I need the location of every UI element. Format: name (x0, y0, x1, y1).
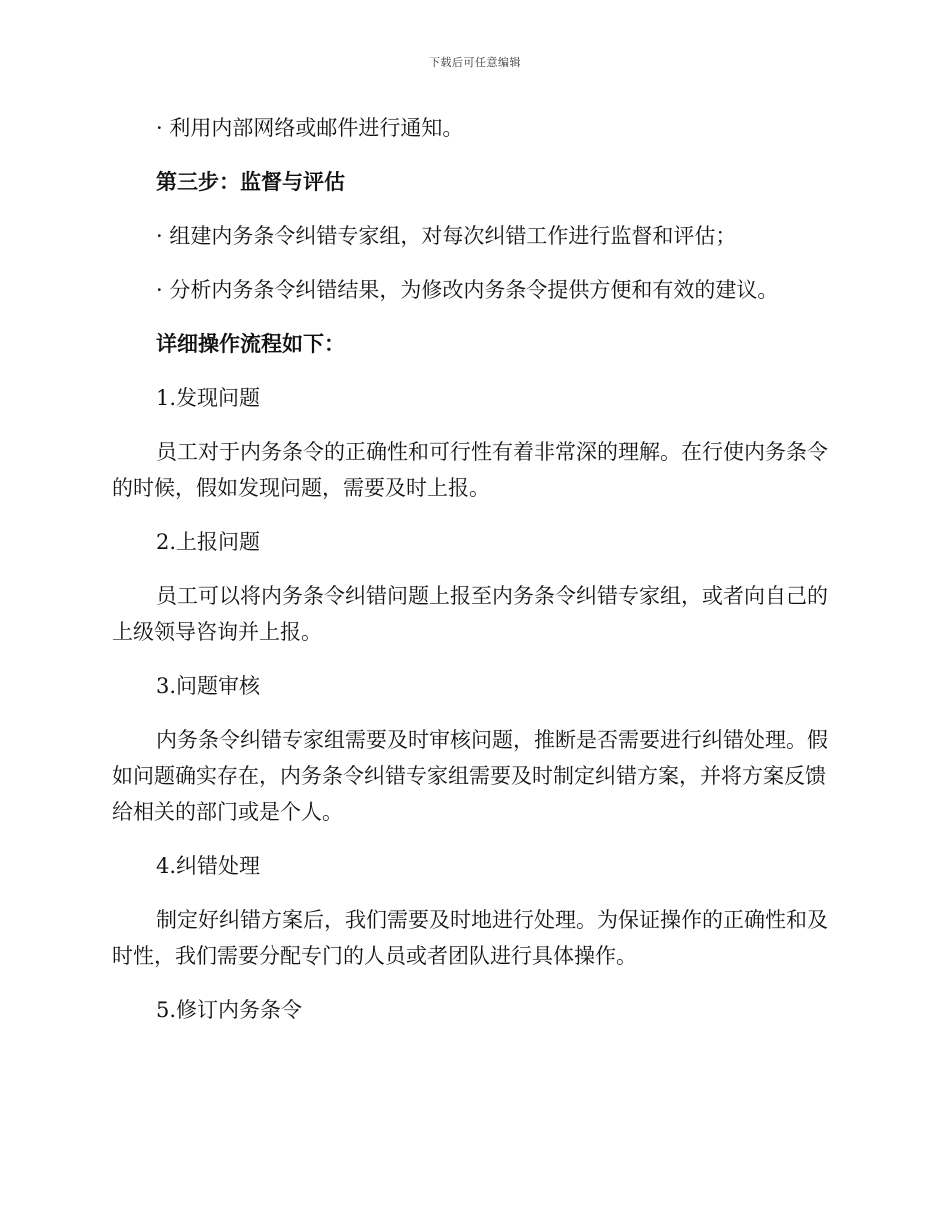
item-2-body: 员工可以将内务条令纠错问题上报至内务条令纠错专家组，或者向自己的上级领导咨询并上报。 (112, 584, 828, 644)
bullet-analyze-results: · 分析内务条令纠错结果，为修改内务条令提供方便和有效的建议。 (156, 278, 779, 302)
item-4-heading: 4.纠错处理 (156, 854, 261, 878)
bullet-notify: · 利用内部网络或邮件进行通知。 (156, 116, 464, 140)
item-3-heading: 3.问题审核 (156, 674, 261, 698)
item-4-body: 制定好纠错方案后，我们需要及时地进行处理。为保证操作的正确性和及时性，我们需要分配专门的人员或者团队进行具体操作。 (112, 908, 828, 968)
document-body (112, 110, 832, 1046)
item-5-heading: 5.修订内务条令 (156, 998, 303, 1022)
item-1-body: 员工对于内务条令的正确性和可行性有着非常深的理解。在行使内务条令的时候，假如发现问题，需要及时上报。 (112, 440, 828, 500)
step-three-heading: 第三步：监督与评估 (156, 169, 345, 194)
bullet-expert-group: · 组建内务条令纠错专家组，对每次纠错工作进行监督和评估； (156, 224, 737, 248)
process-heading: 详细操作流程如下： (156, 331, 345, 356)
item-2-heading: 2.上报问题 (156, 530, 261, 554)
item-1-heading: 1.发现问题 (156, 386, 261, 410)
item-3-body: 内务条令纠错专家组需要及时审核问题，推断是否需要进行纠错处理。假如问题确实存在，内务条令纠错专家组需要及时制定纠错方案，并将方案反馈给相关的部门或是个人。 (112, 728, 828, 824)
page-header: 下载后可任意编辑 (429, 56, 521, 69)
